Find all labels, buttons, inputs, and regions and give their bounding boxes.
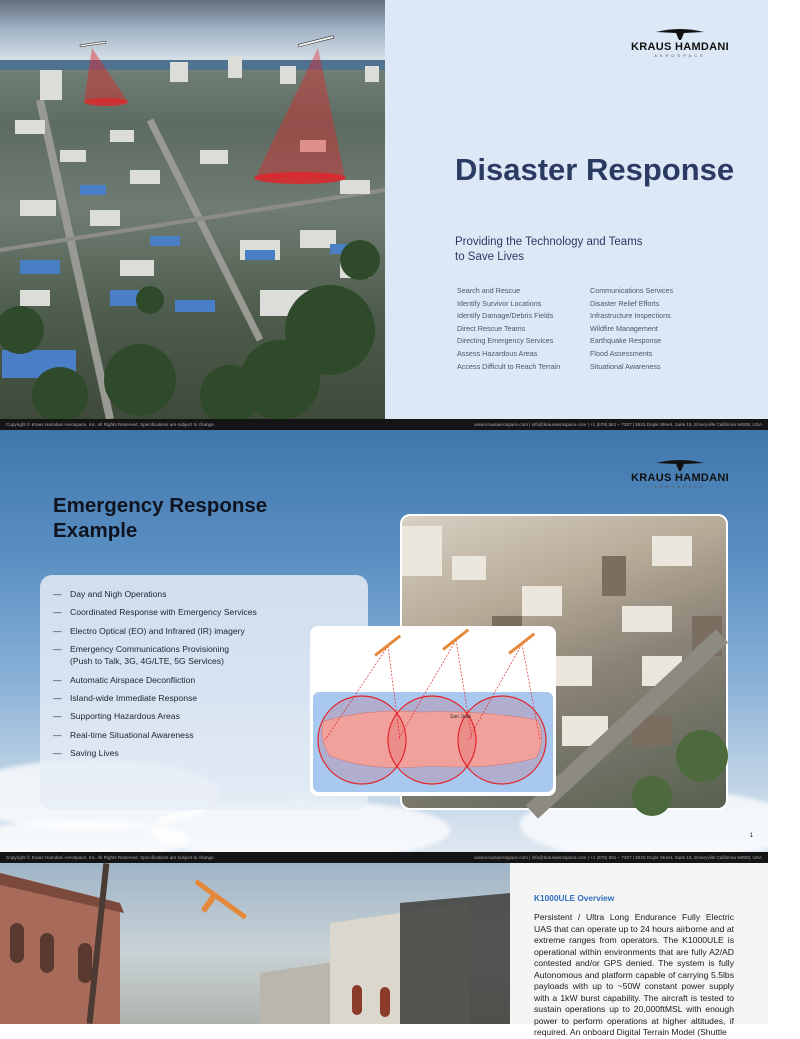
sensor-beam-left — [84, 48, 128, 106]
map-city-label: San Juan — [450, 714, 472, 720]
aircraft-wing-logo-icon — [654, 458, 706, 472]
footer-contact: www.krausaerospace.com | info@krausaerospace.com | +1 (678) 561 – 7207 | 5515 Doyle Street, Suite 15, Emeryville California 94608, USA — [474, 855, 762, 860]
uav-aircraft-icon — [374, 629, 535, 657]
list-item: Wildfire Management — [590, 323, 658, 333]
city-illustration — [0, 0, 385, 419]
brand-subtitle: AEROSPACE — [654, 53, 706, 58]
list-item: Infrastructure Inspections — [590, 311, 671, 321]
footer-contact: www.krausaerospace.com | info@krausaerospace.com | +1 (678) 561 – 7207 | 5515 Doyle Street, Suite 15, Emeryville California 94608, USA — [474, 422, 762, 427]
company-logo — [631, 458, 729, 489]
services-list-right — [590, 285, 673, 373]
list-item: — Supporting Hazardous Areas — [53, 711, 180, 722]
brand-name: KRAUS HAMDANI — [631, 472, 730, 484]
page-footer — [0, 419, 768, 430]
damaged-buildings-photo — [0, 863, 510, 1024]
footer-copyright: Copyright © Kraus Hamdani Aerospace, Inc. All Rights Reserved. Specifications are subject to change. — [6, 422, 215, 427]
list-item: Disaster Relief Efforts — [590, 298, 660, 308]
list-item: — Day and Nigh Operations — [53, 589, 167, 599]
list-item: Access Difficult to Reach Terrain — [457, 361, 561, 371]
list-item: Identify Survivor Locations — [457, 298, 542, 308]
list-item: — Automatic Airspace Deconfliction — [53, 674, 196, 685]
list-item: Flood Assessments — [590, 348, 653, 358]
list-item: — Emergency Communications Provisioning (Push to Talk, 3G, 4G/LTE, 5G Services) — [53, 644, 230, 667]
list-item: Directing Emergency Services — [457, 336, 554, 346]
list-item: — Saving Lives — [53, 748, 119, 759]
coverage-circle-icon — [318, 696, 546, 784]
company-logo — [631, 27, 729, 58]
list-item: Communications Services — [590, 286, 674, 295]
coverage-map — [310, 626, 556, 796]
slide-disaster-response — [0, 0, 768, 419]
brand-subtitle: AEROSPACE — [654, 484, 706, 489]
list-item: — Electro Optical (EO) and Infrared (IR) imagery — [53, 625, 245, 636]
aircraft-wing-logo-icon — [654, 27, 706, 41]
aerial-city-photo — [0, 0, 385, 419]
page-title: Disaster Response — [455, 152, 735, 187]
slide-k1000ule-overview — [0, 863, 768, 1037]
list-item: Situational Awareness — [590, 361, 661, 371]
slide-emergency-response — [0, 430, 768, 852]
list-item: Assess Hazardous Areas — [457, 348, 538, 358]
list-item: — Coordinated Response with Emergency Services — [53, 607, 257, 618]
page-subtitle: Providing the Technology and Teams to Save Lives — [455, 236, 643, 263]
list-item: Search and Rescue — [457, 286, 521, 295]
capabilities-list — [53, 588, 353, 766]
list-item: Earthquake Response — [590, 336, 662, 346]
page-footer — [0, 852, 768, 863]
list-item: — Real-time Situational Awareness — [53, 729, 194, 740]
footer-copyright: Copyright © Kraus Hamdani Aerospace, Inc. All Rights Reserved. Specifications are subject to change. — [6, 855, 215, 860]
page-number: 1 — [749, 833, 753, 839]
list-item: Identify Damage/Debris Fields — [457, 311, 554, 321]
overview-body: Persistent / Ultra Long Endurance Fully Electric UAS that can operate up to 24 hours airborne and at extreme ranges from operators. The K1000ULE is operational within environments that are fully A2/AD contested and/or GPS denied. The system is fully Autonomous and platform capable of carrying 5.5lbs payloads with up to ~50W constant power supply with a 1kW burst capability. The aircraft is tested to sustain operations up to 20,000ftMSL with enough power to perform operations at higher altitudes, if required. An onboard Digital Terrain Model (Shuttle — [534, 912, 734, 1037]
section-title: Emergency Response Example — [53, 494, 268, 542]
uav-aircraft-icon — [194, 879, 247, 919]
sensor-beam-right — [254, 48, 346, 184]
list-item: Direct Rescue Teams — [457, 323, 526, 333]
list-item: — Island-wide Immediate Response — [53, 692, 198, 703]
overview-title: K1000ULE Overview — [534, 893, 615, 903]
uav-aircraft-icon — [80, 36, 334, 47]
brand-name: KRAUS HAMDANI — [631, 41, 730, 53]
services-list-left — [457, 285, 560, 373]
